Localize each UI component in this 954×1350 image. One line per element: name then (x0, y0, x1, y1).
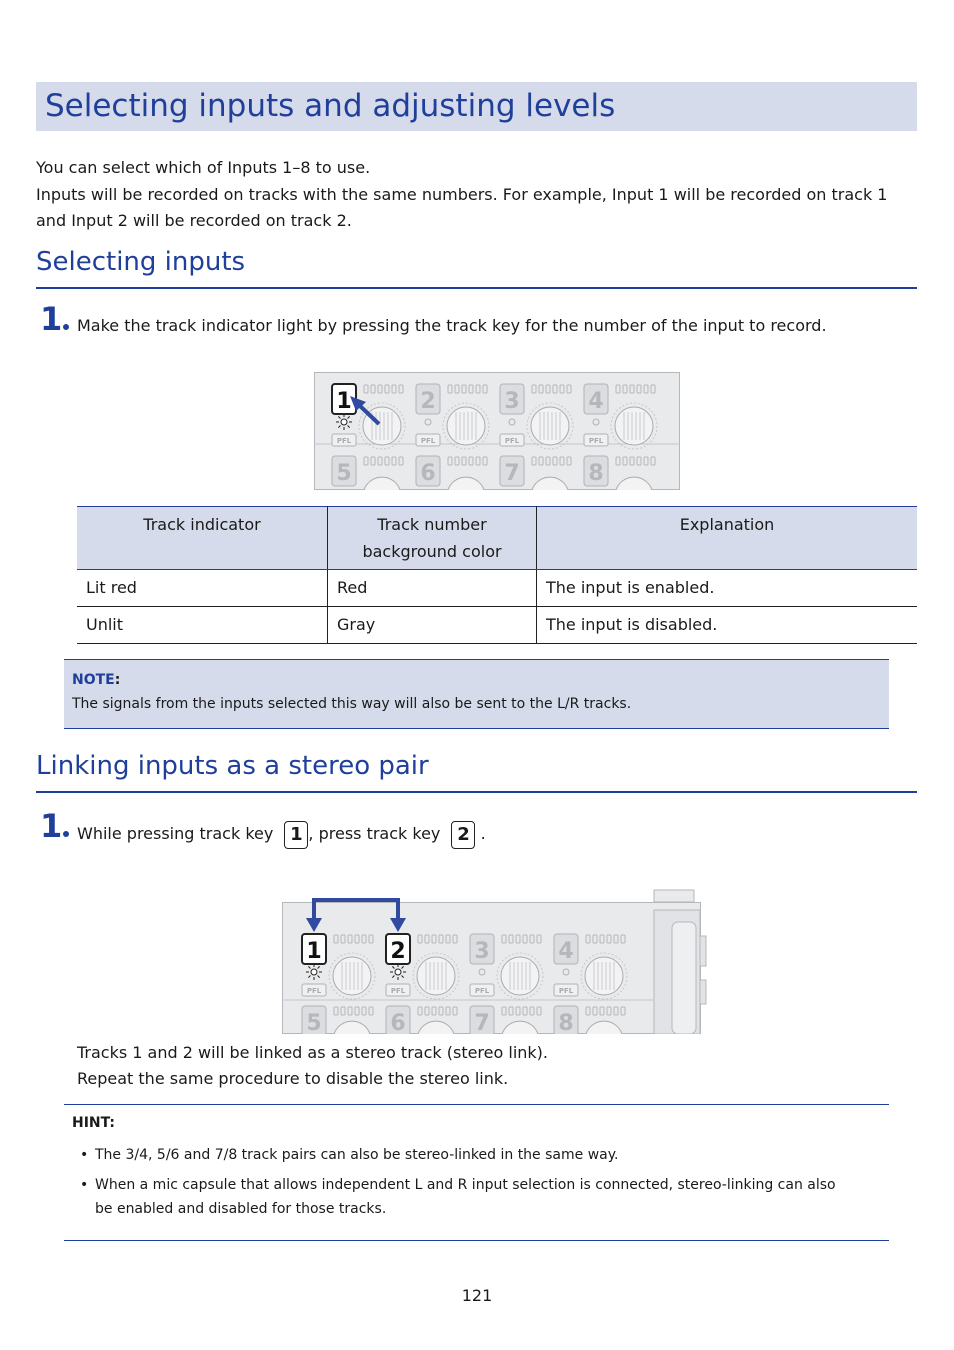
table-cell: The input is disabled. (537, 607, 918, 644)
pfl-label: PFL (558, 987, 574, 995)
track-number-label: 5 (336, 461, 352, 486)
table-row (77, 570, 917, 607)
pfl-label: PFL (420, 437, 436, 445)
table-header: Track number background color (328, 507, 537, 570)
pfl-label: PFL (474, 987, 490, 995)
note-label: NOTE: (72, 672, 121, 688)
table-header: Explanation (537, 507, 918, 570)
hint-item-continued: be enabled and disabled for those tracks. (95, 1201, 387, 1217)
track-number-label: 6 (420, 461, 436, 486)
track-number-label: 3 (474, 939, 490, 964)
result-line-2: Repeat the same procedure to disable the stereo link. (77, 1069, 509, 1088)
track-keys-figure (314, 372, 680, 490)
step-1-text: Make the track indicator light by pressing the track key for the number of the input to record. (77, 316, 827, 335)
section-heading-stereo-pair: Linking inputs as a stereo pair (36, 751, 429, 781)
page-number: 121 (461, 1286, 493, 1305)
track-number-label: 2 (390, 939, 406, 964)
stereo-link-figure (282, 888, 710, 1034)
track-number-label: 1 (306, 939, 322, 964)
track-number-label: 6 (390, 1011, 406, 1034)
step-2-number: 1 (40, 807, 69, 845)
pfl-label: PFL (504, 437, 520, 445)
pfl-label: PFL (336, 437, 352, 445)
track-number-label: 5 (306, 1011, 322, 1034)
track-key-2-icon: 2 (451, 821, 475, 849)
section-heading-selecting-inputs: Selecting inputs (36, 247, 246, 277)
result-line-1: Tracks 1 and 2 will be linked as a stereo track (stereo link). (77, 1043, 548, 1062)
table-cell: Gray (328, 607, 537, 644)
section-rule (36, 287, 917, 289)
track-number-label: 8 (558, 1011, 574, 1034)
intro-line-2: Inputs will be recorded on tracks with the same numbers. For example, Input 1 will be recorded on track 1 (36, 185, 888, 204)
step-2-text: While pressing track key 1 , press track key 2 . (77, 820, 486, 849)
title-bar (36, 82, 917, 131)
track-number-label: 4 (588, 389, 604, 414)
track-number-label: 2 (420, 389, 436, 414)
table-header: Track indicator (77, 507, 328, 570)
track-number-label: 7 (504, 461, 520, 486)
track-number-label: 3 (504, 389, 520, 414)
hint-box (64, 1104, 889, 1241)
pfl-label: PFL (306, 987, 322, 995)
table-cell: The input is enabled. (537, 570, 918, 607)
table-cell: Lit red (77, 570, 328, 607)
pfl-label: PFL (390, 987, 406, 995)
hint-label: HINT: (72, 1115, 116, 1131)
page-title: Selecting inputs and adjusting levels (45, 88, 616, 124)
table-cell: Unlit (77, 607, 328, 644)
track-number-label: 4 (558, 939, 574, 964)
intro-line-1: You can select which of Inputs 1–8 to use. (36, 158, 371, 177)
step-1-number: 1 (40, 300, 69, 338)
intro-line-3: and Input 2 will be recorded on track 2. (36, 211, 352, 230)
table-cell: Red (328, 570, 537, 607)
pfl-label: PFL (588, 437, 604, 445)
table-row (77, 607, 917, 644)
track-indicator-table (77, 506, 917, 644)
track-number-label: 1 (336, 389, 352, 414)
hint-item: • When a mic capsule that allows independent L and R input selection is connected, stereo-linking can also (80, 1177, 836, 1193)
track-key-1-icon: 1 (284, 821, 308, 849)
track-number-label: 7 (474, 1011, 490, 1034)
track-number-label: 8 (588, 461, 604, 486)
hint-item: • The 3/4, 5/6 and 7/8 track pairs can also be stereo-linked in the same way. (80, 1147, 619, 1163)
note-box (64, 659, 889, 729)
section-rule (36, 791, 917, 793)
note-text: The signals from the inputs selected this way will also be sent to the L/R tracks. (72, 696, 632, 712)
